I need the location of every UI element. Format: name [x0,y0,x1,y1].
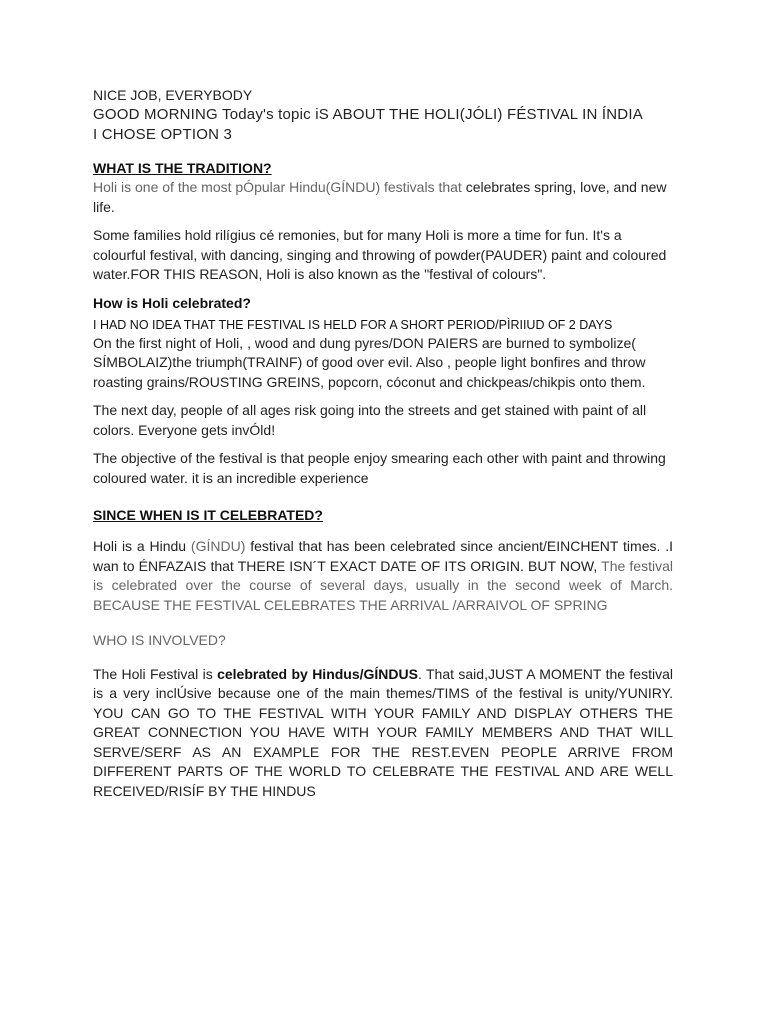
document-body [93,86,673,801]
since-p-d: The festival is celebrated over the course of several days, usually in the second week of March. BECAUSE THE FESTIVAL CELEBRATES THE ARRIVAL /ARRAIVOL OF SPRING [93,557,673,613]
since-p-b: (GÍNDU) [190,538,246,554]
since-p-a: Holi is a Hindu [93,538,191,554]
celebrated-paragraph-3: The objective of the festival is that people enjoy smearing each other with paint and throwing coloured water. it is an incredible experience [93,450,666,486]
celebrated-caps-note: I HAD NO IDEA THAT THE FESTIVAL IS HELD FOR A SHORT PERIOD/PÌRIIUD OF 2 DAYS [93,317,613,332]
tradition-paragraph-2: Some families hold rilígius cé remonies, but for many Holi is more a time for fun. It's a colourful festival, with dancing, singing and throwing of powder(PAUDER) paint and coloured water.FOR THIS REASON, Holi is also known as the "festival of colours". [93,227,667,282]
celebrated-paragraph-1: On the first night of Holi, , wood and dung pyres/DON PAIERS are burned to symbolize( SÍMBOLAIZ)the triumph(TRAINF) of good over evil. Also , people light bonfires and throw roasting grains/ROUSTING GREINS, popcorn, cóconut and chickpeas/chikpis onto them. [93,334,646,390]
option-line: I CHOSE OPTION 3 [93,126,233,143]
tradition-heading: WHAT IS THE TRADITION? [93,160,272,176]
tradition-p1-dark: celebrates spring, love, and new life. [93,179,667,215]
since-p-c: festival that has been celebrated since ancient/EINCHENT times. .I wan to ÉNFAZAIS that THERE ISN´T EXACT DATE OF ITS ORIGIN. BUT NOW, [93,538,673,574]
since-paragraph [93,537,673,615]
tradition-paragraph-1 [93,178,673,217]
greeting-line: NICE JOB, EVERYBODY [93,87,253,103]
involved-p-a: The Holi Festival is [93,665,218,682]
topic-line: GOOD MORNING Today's topic iS ABOUT THE HOLI(JÓLI) FÉSTIVAL IN ÍNDIA [93,106,643,123]
involved-paragraph [93,665,673,802]
celebrated-paragraph-2: The next day, people of all ages risk going into the streets and get stained with paint of all colors. Everyone gets invÓld! [93,402,647,438]
involved-p-bold: celebrated by Hindus/GÍNDUS [217,665,418,682]
involved-heading: WHO IS INVOLVED? [93,632,226,648]
celebrated-heading: How is Holi celebrated? [93,294,251,311]
tradition-p1-gray: Holi is one of the most pÓpular Hindu(GÍNDU) festivals that [93,179,466,195]
since-heading: SINCE WHEN IS IT CELEBRATED? [93,507,323,523]
involved-p-c: . That said,JUST A MOMENT the festival is a very inclÚsive because one of the main themes/TIMS of the festival is unity/YUNIRY. YOU CAN GO TO THE FESTIVAL WITH YOUR FAMILY AND DISPLAY OTHERS THE GREAT CONNECTION YOU HAVE WITH YOUR FAMILY MEMBERS AND THAT WILL SERVE/SERF AS AN EXAMPLE FOR THE REST.EVEN PEOPLE ARRIVE FROM DIFFERENT PARTS OF THE WORLD TO CELEBRATE THE FESTIVAL AND ARE WELL RECEIVED/RISÍF BY THE HINDUS [93,665,673,799]
